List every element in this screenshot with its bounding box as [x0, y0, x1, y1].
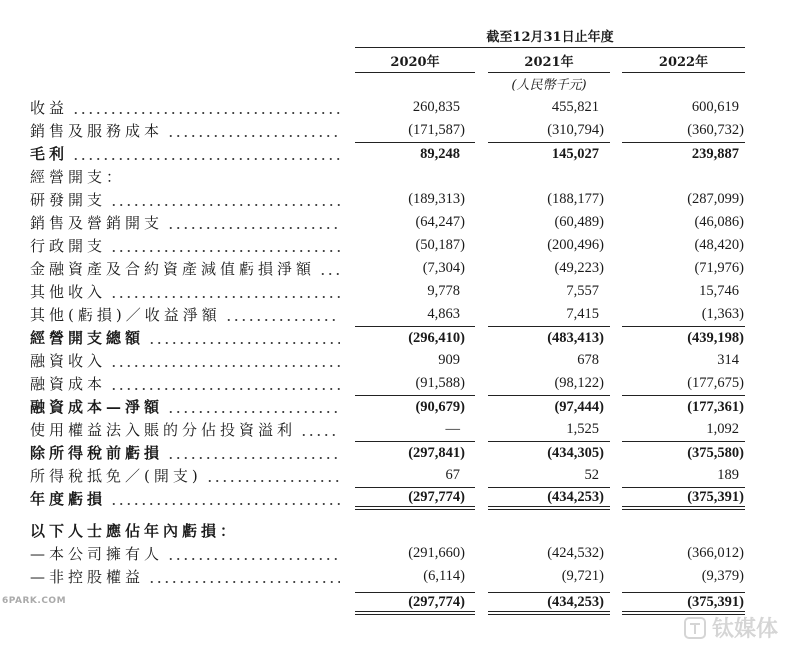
value-2022 [622, 395, 745, 418]
value-2022 [622, 303, 745, 326]
value-text: 89,248 [420, 145, 460, 162]
value-2021 [488, 303, 610, 326]
value-text: (200,496) [547, 237, 604, 253]
income-statement-table [30, 96, 745, 615]
row-label [30, 303, 355, 326]
value-2021 [488, 234, 610, 257]
value-text: (291,660) [408, 545, 465, 561]
value-text: (360,732) [687, 122, 744, 138]
value-2020 [355, 542, 475, 565]
value-text: (424,532) [547, 545, 604, 561]
watermark-right [684, 612, 778, 643]
value-2022 [622, 234, 745, 257]
value-text: (7,304) [422, 260, 465, 276]
value-2020 [355, 441, 475, 464]
value-text: (49,223) [554, 260, 604, 276]
row-non-controlling-interests [30, 565, 745, 588]
value-2021 [488, 96, 610, 119]
dot-leader [108, 349, 340, 372]
row-label [30, 142, 355, 165]
row-label-text: 銷售及服務成本 [30, 122, 164, 140]
year-heading-2020: 2020年 [355, 54, 475, 73]
row-operating-expenses-heading [30, 165, 745, 188]
row-label-text: 毛利 [30, 145, 69, 163]
dot-leader [70, 96, 340, 119]
value-text: 909 [438, 352, 460, 368]
dot-leader [146, 326, 340, 349]
value-2020 [355, 464, 475, 487]
value-text: (297,774) [408, 593, 465, 610]
row-label-text: —非控股權益 [30, 568, 145, 586]
dot-leader [298, 418, 340, 441]
value-2022 [622, 188, 745, 211]
value-2021 [488, 565, 610, 588]
value-2021 [488, 418, 610, 441]
value-text: 239,887 [691, 145, 739, 162]
value-text: (50,187) [415, 237, 465, 253]
dot-leader [108, 487, 340, 510]
row-label-text: 以下人士應佔年內虧損： [30, 522, 240, 540]
row-label-text: 研發開支 [30, 191, 107, 209]
row-owners-of-company [30, 542, 745, 565]
row-attributable-heading [30, 519, 745, 542]
dot-leader [108, 234, 340, 257]
value-2020 [355, 280, 475, 303]
row-label-text: 所得稅抵免／(開支) [30, 467, 202, 485]
value-text: 145,027 [551, 145, 599, 162]
value-2022 [622, 565, 745, 588]
watermark-left: 6PARK.COM [2, 596, 67, 606]
value-text: (60,489) [554, 214, 604, 230]
value-2021 [488, 119, 610, 142]
row-total-attributable [30, 592, 745, 615]
watermark-right-text: 钛媒体 [712, 617, 779, 642]
value-text: 455,821 [551, 99, 599, 115]
value-2020 [355, 303, 475, 326]
row-finance-costs-net [30, 395, 745, 418]
row-label [30, 280, 355, 303]
value-text: 7,557 [566, 283, 599, 299]
row-label-text: 金融資產及合約資產減值虧損淨額 [30, 260, 316, 278]
value-text: (483,413) [547, 329, 604, 346]
row-label [30, 119, 355, 142]
value-text: (310,794) [547, 122, 604, 138]
value-text: 260,835 [412, 99, 460, 115]
row-label-text: 其他(虧損)／收益淨額 [30, 306, 221, 324]
value-2022 [622, 349, 745, 372]
row-total-operating-expenses [30, 326, 745, 349]
value-text: (64,247) [415, 214, 465, 230]
row-label [30, 441, 355, 464]
value-2020 [355, 142, 475, 165]
row-selling-expenses [30, 211, 745, 234]
value-2022 [622, 257, 745, 280]
value-2022 [622, 418, 745, 441]
value-2021 [488, 372, 610, 395]
value-2021 [488, 349, 610, 372]
value-text: (287,099) [687, 191, 744, 207]
value-text: (71,976) [694, 260, 744, 276]
dot-leader [70, 142, 340, 165]
value-text: (297,841) [408, 444, 465, 461]
row-finance-costs [30, 372, 745, 395]
row-label [30, 165, 355, 188]
value-text: 15,746 [699, 283, 739, 299]
row-label [30, 188, 355, 211]
value-2022 [622, 280, 745, 303]
period-heading: 截至12月31日止年度 [355, 29, 745, 48]
row-label-text: 其他收入 [30, 283, 107, 301]
row-gross-profit [30, 142, 745, 165]
value-2020 [355, 395, 475, 418]
dot-leader [108, 188, 340, 211]
value-2021 [488, 464, 610, 487]
row-loss-before-tax [30, 441, 745, 464]
row-label-text: 融資收入 [30, 352, 107, 370]
value-2021 [488, 441, 610, 464]
value-text: (97,444) [554, 398, 604, 415]
row-cost-of-sales [30, 119, 745, 142]
value-2020 [355, 188, 475, 211]
value-text: 7,415 [566, 306, 599, 322]
value-2022 [622, 464, 745, 487]
row-revenue [30, 96, 745, 119]
row-label [30, 372, 355, 395]
value-text: (188,177) [547, 191, 604, 207]
row-label-text: 除所得稅前虧損 [30, 444, 164, 462]
row-impairment-losses [30, 257, 745, 280]
dot-leader [223, 303, 340, 326]
value-text: 678 [577, 352, 599, 368]
row-label [30, 349, 355, 372]
value-text: (439,198) [687, 329, 744, 346]
year-heading-2021: 2021年 [488, 54, 610, 73]
row-label [30, 96, 355, 119]
value-text: (6,114) [423, 568, 465, 584]
value-2020 [355, 96, 475, 119]
row-label [30, 519, 355, 542]
value-text: 67 [445, 467, 460, 483]
row-label-text: 銷售及營銷開支 [30, 214, 164, 232]
value-text: (366,012) [687, 545, 744, 561]
row-admin-expenses [30, 234, 745, 257]
dot-leader [165, 441, 340, 464]
value-text: (434,253) [547, 593, 604, 610]
value-text: (177,675) [687, 375, 744, 391]
value-2021 [488, 211, 610, 234]
currency-unit: (人民幣千元) [511, 78, 587, 93]
value-text: (296,410) [408, 329, 465, 346]
value-text: 52 [584, 467, 599, 483]
row-other-income [30, 280, 745, 303]
value-text: (375,391) [687, 593, 744, 610]
value-text: (177,361) [687, 398, 744, 415]
row-finance-income [30, 349, 745, 372]
value-2022 [622, 119, 745, 142]
value-text: (297,774) [408, 488, 465, 505]
value-text: (91,588) [415, 375, 465, 391]
watermark-logo-icon [684, 617, 706, 639]
value-text: (434,305) [547, 444, 604, 461]
value-2021 [488, 257, 610, 280]
row-label [30, 395, 355, 418]
dot-leader [146, 565, 340, 588]
dot-leader [204, 464, 340, 487]
dot-leader [165, 119, 340, 142]
value-2020 [355, 592, 475, 615]
value-text: 1,525 [566, 421, 599, 437]
row-label-text: 融資成本 [30, 375, 107, 393]
row-label-text: —本公司擁有人 [30, 545, 164, 563]
row-label [30, 565, 355, 588]
row-label-text: 行政開支 [30, 237, 107, 255]
value-text: (434,253) [547, 488, 604, 505]
value-2020 [355, 372, 475, 395]
value-2020 [355, 349, 475, 372]
row-share-of-profit-equity-method [30, 418, 745, 441]
value-text: (9,379) [701, 568, 744, 584]
row-label [30, 257, 355, 280]
row-label [30, 592, 355, 615]
value-2021 [488, 487, 610, 510]
row-label [30, 487, 355, 510]
value-text: 9,778 [427, 283, 460, 299]
value-2021 [488, 188, 610, 211]
value-2022 [622, 211, 745, 234]
year-heading-2022: 2022年 [622, 54, 745, 73]
value-text: 314 [717, 352, 739, 368]
value-2021 [488, 326, 610, 349]
dot-leader [165, 211, 340, 234]
value-text: (90,679) [415, 398, 465, 415]
row-other-gains-losses [30, 303, 745, 326]
row-rd-expenses [30, 188, 745, 211]
row-label-text: 使用權益法入賬的分佔投資溢利 [30, 421, 297, 439]
row-label [30, 326, 355, 349]
value-text: (375,580) [687, 444, 744, 461]
value-2020 [355, 418, 475, 441]
row-income-tax [30, 464, 745, 487]
value-text: (189,313) [408, 191, 465, 207]
value-text: (48,420) [694, 237, 744, 253]
row-label-text: 年度虧損 [30, 490, 107, 508]
dot-leader [165, 542, 340, 565]
row-label-text: 經營開支總額 [30, 329, 145, 347]
dot-leader [317, 257, 340, 280]
value-2020 [355, 326, 475, 349]
dot-leader [108, 280, 340, 303]
value-2021 [488, 280, 610, 303]
value-2021 [488, 395, 610, 418]
row-label [30, 234, 355, 257]
value-2022 [622, 142, 745, 165]
value-2022 [622, 441, 745, 464]
value-2022 [622, 326, 745, 349]
value-text: 1,092 [706, 421, 739, 437]
value-text: (9,721) [561, 568, 604, 584]
row-label [30, 211, 355, 234]
value-text: 600,619 [691, 99, 739, 115]
value-2020 [355, 211, 475, 234]
value-text: (375,391) [687, 488, 744, 505]
value-2022 [622, 542, 745, 565]
value-text: (171,587) [408, 122, 465, 138]
value-text: 189 [717, 467, 739, 483]
value-2022 [622, 96, 745, 119]
row-label-text: 收益 [30, 99, 69, 117]
value-2021 [488, 142, 610, 165]
value-2021 [488, 592, 610, 615]
value-2022 [622, 372, 745, 395]
row-label [30, 464, 355, 487]
value-text: (46,086) [694, 214, 744, 230]
row-loss-for-year [30, 487, 745, 510]
value-text: (1,363) [701, 306, 744, 322]
row-label [30, 418, 355, 441]
value-2021 [488, 542, 610, 565]
value-text: (98,122) [554, 375, 604, 391]
dot-leader [108, 372, 340, 395]
value-2020 [355, 119, 475, 142]
value-text: 4,863 [427, 306, 460, 322]
row-label-text: 融資成本—淨額 [30, 398, 164, 416]
value-2020 [355, 257, 475, 280]
value-2022 [622, 487, 745, 510]
value-2020 [355, 487, 475, 510]
value-2020 [355, 565, 475, 588]
value-text: — [445, 421, 460, 437]
value-2020 [355, 234, 475, 257]
row-label [30, 542, 355, 565]
row-label-text: 經營開支： [30, 168, 126, 186]
dot-leader [165, 395, 340, 418]
